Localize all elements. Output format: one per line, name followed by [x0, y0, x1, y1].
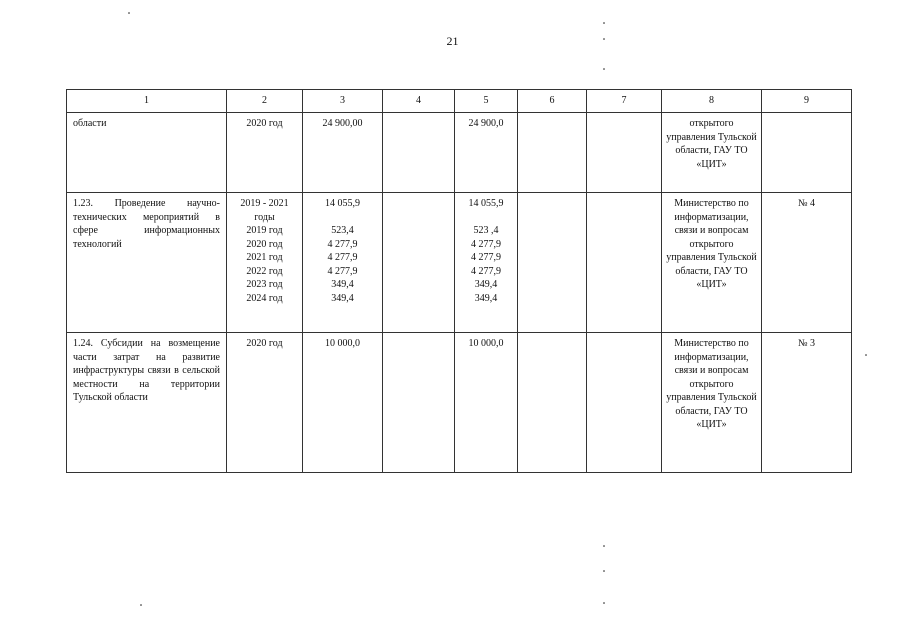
year-label: 2019 год — [246, 225, 283, 236]
indicator-ref-cell — [762, 113, 852, 193]
federal-amount-cell — [383, 113, 455, 193]
year-label: 2024 год — [246, 292, 283, 304]
years-cell — [227, 193, 303, 333]
amount-value — [455, 211, 517, 225]
amount-value: 4 277,9 — [327, 238, 358, 250]
amount-value: 4 277,9 — [471, 252, 501, 263]
year-label: 2020 год — [246, 238, 283, 250]
total-amount-cell — [303, 113, 383, 193]
event-name-cell — [67, 113, 227, 193]
amount-value: 4 277,9 — [471, 265, 501, 277]
event-name: области — [73, 118, 107, 129]
regional-amount-cell — [455, 333, 518, 473]
indicator-ref-cell — [762, 193, 852, 333]
header-cell-2: 2 — [227, 90, 303, 113]
indicator-ref: № 3 — [797, 338, 816, 349]
header-cell-3: 3 — [303, 90, 383, 113]
event-name: 1.24. Субсидии на возмещение части затрат на развитие инфраструктуры связи в сельской местности на территории Тульской области — [73, 338, 220, 403]
local-amount-cell — [518, 113, 587, 193]
amount-value: 24 900,0 — [468, 118, 504, 129]
executor-text: открытого управления Тульской области, ГАУ ТО «ЦИТ» — [666, 118, 757, 170]
year-label: годы — [254, 211, 275, 223]
amount-value: 349,4 — [331, 279, 354, 290]
year-label: 2021 год — [246, 252, 283, 263]
header-cell-8: 8 — [662, 90, 762, 113]
table-row — [67, 333, 852, 473]
page-number: 21 — [446, 34, 459, 48]
years-cell — [227, 113, 303, 193]
other-amount-cell — [587, 333, 662, 473]
indicator-ref: № 4 — [797, 198, 816, 209]
amount-value: 523,4 — [331, 225, 354, 236]
executor-text: Министерство по информатизации, связи и вопросам открытого управления Тульской области, ГАУ ТО «ЦИТ» — [666, 338, 757, 430]
header-cell-5: 5 — [455, 90, 518, 113]
scan-speck — [603, 38, 605, 40]
amount-value: 14 055,9 — [468, 198, 504, 209]
table-row — [67, 113, 852, 193]
regional-amount-cell — [455, 113, 518, 193]
executor-cell — [662, 333, 762, 473]
amount-value: 4 277,9 — [327, 252, 358, 263]
other-amount-cell — [587, 193, 662, 333]
year-label: 2022 год — [246, 265, 283, 277]
amount-value: 4 277,9 — [471, 238, 501, 250]
total-amount-cell — [303, 193, 383, 333]
header-cell-9: 9 — [762, 90, 852, 113]
local-amount-cell — [518, 333, 587, 473]
year-label: 2020 год — [246, 338, 283, 349]
years-cell — [227, 333, 303, 473]
scan-speck — [603, 68, 605, 70]
event-name-cell — [67, 193, 227, 333]
executor-cell — [662, 113, 762, 193]
year-label: 2019 - 2021 — [240, 198, 289, 209]
scan-speck — [140, 604, 142, 606]
event-name-cell — [67, 333, 227, 473]
scan-speck — [603, 570, 605, 572]
amount-value: 523 ,4 — [473, 225, 499, 236]
amount-value: 4 277,9 — [327, 265, 358, 277]
total-amount-cell — [303, 333, 383, 473]
header-cell-1: 1 — [67, 90, 227, 113]
amount-value: 10 000,0 — [468, 338, 504, 349]
federal-amount-cell — [383, 333, 455, 473]
year-label: 2020 год — [246, 118, 283, 129]
scan-speck — [865, 354, 867, 356]
indicator-ref-cell — [762, 333, 852, 473]
event-name: 1.23. Проведение научно-технических мероприятий в сфере информационных технологий — [73, 198, 220, 250]
scan-speck — [603, 22, 605, 24]
regional-amount-cell — [455, 193, 518, 333]
amount-value: 349,4 — [474, 292, 498, 304]
executor-cell — [662, 193, 762, 333]
table-row — [67, 193, 852, 333]
year-label: 2023 год — [246, 279, 283, 290]
amount-value: 10 000,0 — [325, 338, 360, 349]
scan-speck — [603, 545, 605, 547]
federal-amount-cell — [383, 193, 455, 333]
other-amount-cell — [587, 113, 662, 193]
scan-speck — [603, 602, 605, 604]
local-amount-cell — [518, 193, 587, 333]
amount-value — [303, 211, 382, 225]
header-cell-6: 6 — [518, 90, 587, 113]
header-cell-4: 4 — [383, 90, 455, 113]
header-row — [67, 90, 852, 113]
program-table — [66, 89, 852, 473]
amount-value: 349,4 — [474, 279, 498, 290]
executor-text: Министерство по информатизации, связи и вопросам открытого управления Тульской области, ГАУ ТО «ЦИТ» — [666, 198, 757, 290]
amount-value: 24 900,00 — [322, 118, 363, 129]
amount-value: 349,4 — [331, 292, 354, 304]
scan-speck — [128, 12, 130, 14]
amount-value: 14 055,9 — [325, 198, 360, 209]
header-cell-7: 7 — [587, 90, 662, 113]
